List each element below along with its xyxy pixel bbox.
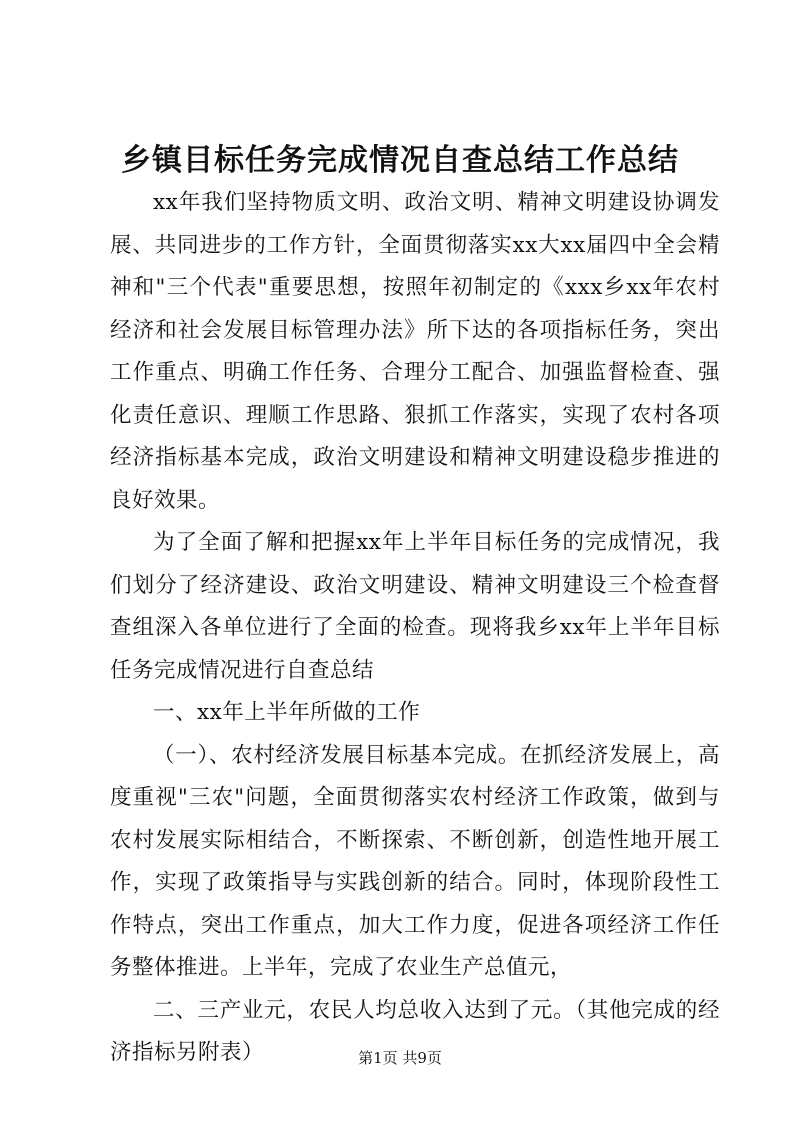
paragraph-inspection: 为了全面了解和把握xx年上半年目标任务的完成情况，我们划分了经济建设、政治文明建设、精神文明建设三个检查督查组深入各单位进行了全面的检查。现将我乡xx年上半年目标任务完成情况进行自查总结 bbox=[110, 530, 720, 683]
page-footer bbox=[0, 1048, 800, 1068]
paragraph-industry: 二、三产业元，农民人均总收入达到了元。（其他完成的经济指标另附表） bbox=[110, 997, 720, 1065]
section-heading: 一、xx年上半年所做的工作 bbox=[153, 700, 421, 725]
page-number: 第1页 共9页 bbox=[358, 1049, 442, 1067]
paragraph-economy: （一）、农村经济发展目标基本完成。在抓经济发展上，高度重视"三农"问题，全面贯彻落实农村经济工作政策，做到与农村发展实际相结合，不断探索、不断创新，创造性地开展工作，实现了政策指导与实践创新的结合。同时，体现阶段性工作特点，突出工作重点，加大工作力度，促进各项经济工作任务整体推进。上半年，完成了农业生产总值元， bbox=[110, 742, 720, 980]
paragraph-intro: xx年我们坚持物质文明、政治文明、精神文明建设协调发展、共同进步的工作方针，全面贯彻落实xx大xx届四中全会精神和"三个代表"重要思想，按照年初制定的《xxx乡xx年农村经济和社会发展目标管理办法》所下达的各项指标任务，突出工作重点、明确工作任务、合理分工配合、加强监督检查、强化责任意识、理顺工作思路、狠抓工作落实，实现了农村各项经济指标基本完成，政治文明建设和精神文明建设稳步推进的良好效果。 bbox=[110, 190, 720, 513]
document-title: 乡镇目标任务完成情况自查总结工作总结 bbox=[121, 143, 679, 178]
document-body bbox=[110, 182, 720, 1075]
